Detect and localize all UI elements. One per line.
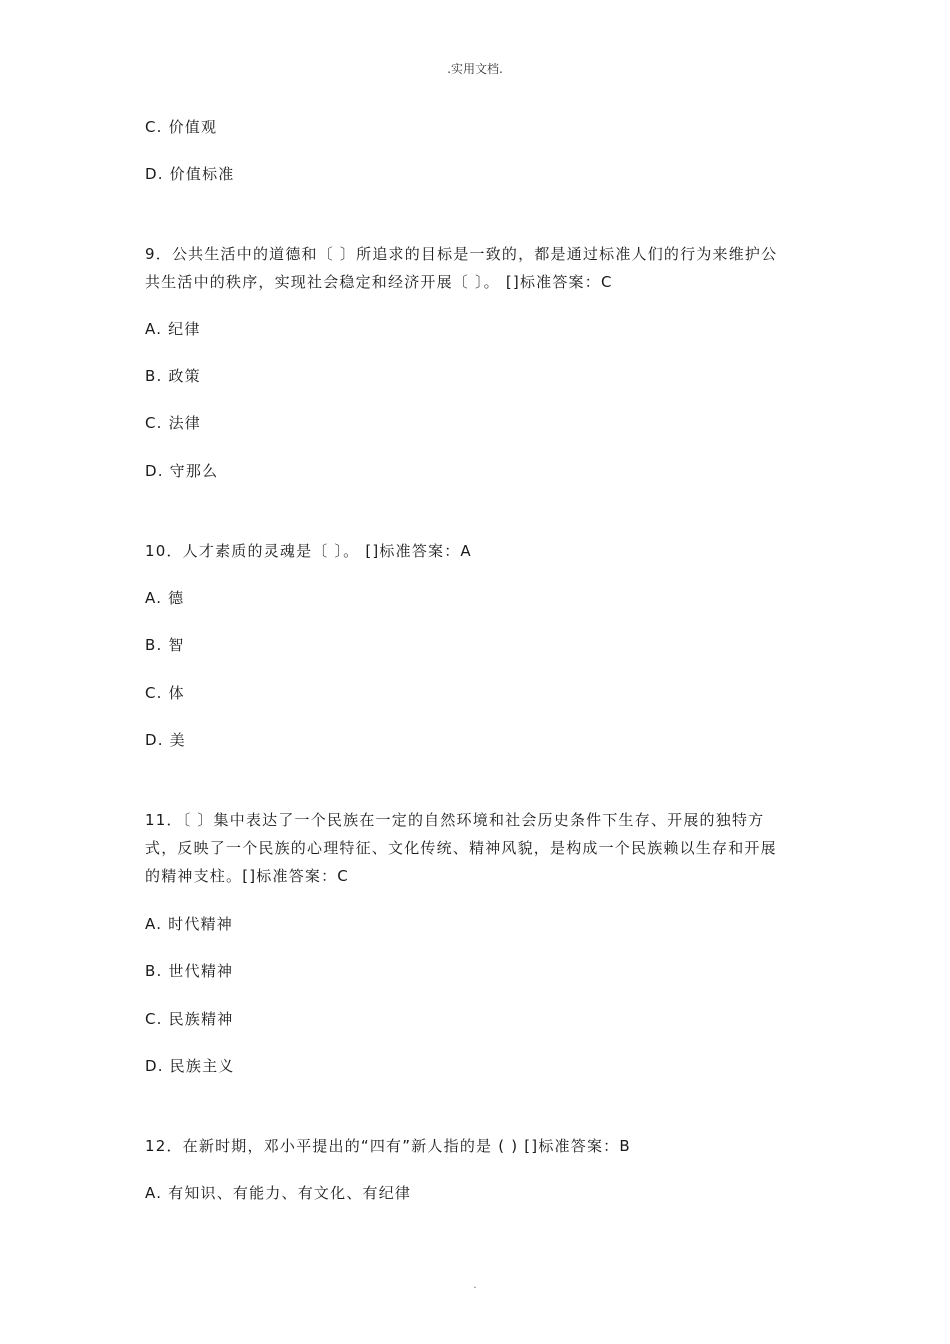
question-10: 10．人才素质的灵魂是〔 〕。 []标准答案：A bbox=[145, 542, 472, 560]
page-header: .实用文档. bbox=[447, 62, 503, 76]
question-9-line-1: 9．公共生活中的道德和〔 〕所追求的目标是一致的，都是通过标准人们的行为来维护公 bbox=[145, 245, 778, 263]
page-footer: . bbox=[473, 1280, 477, 1291]
option-c-q9: C. 法律 bbox=[145, 414, 202, 432]
question-11-line-3: 的精神支柱。[]标准答案：C bbox=[145, 867, 349, 885]
option-c-q11: C. 民族精神 bbox=[145, 1010, 234, 1028]
option-a-q11: A. 时代精神 bbox=[145, 915, 233, 933]
option-b-q10: B. 智 bbox=[145, 636, 185, 654]
question-9-line-2: 共生活中的秩序，实现社会稳定和经济开展〔 〕。 []标准答案：C bbox=[145, 273, 613, 291]
question-12: 12．在新时期，邓小平提出的“四有”新人指的是 ( ) []标准答案：B bbox=[145, 1137, 631, 1155]
option-a-q10: A. 德 bbox=[145, 589, 185, 607]
question-11-line-2: 式，反映了一个民族的心理特征、文化传统、精神风貌，是构成一个民族赖以生存和开展 bbox=[145, 839, 777, 857]
option-b-q9: B. 政策 bbox=[145, 367, 201, 385]
option-a-q9: A. 纪律 bbox=[145, 320, 201, 338]
option-c-q8: C. 价值观 bbox=[145, 118, 218, 136]
option-c-q10: C. 体 bbox=[145, 684, 185, 702]
option-d-q10: D. 美 bbox=[145, 731, 186, 749]
option-b-q11: B. 世代精神 bbox=[145, 962, 234, 980]
option-d-q9: D. 守那么 bbox=[145, 462, 219, 480]
option-d-q11: D. 民族主义 bbox=[145, 1057, 235, 1075]
option-d-q8: D. 价值标准 bbox=[145, 165, 235, 183]
option-a-q12: A. 有知识、有能力、有文化、有纪律 bbox=[145, 1184, 412, 1202]
question-11-line-1: 11．〔 〕集中表达了一个民族在一定的自然环境和社会历史条件下生存、开展的独特方 bbox=[145, 811, 765, 829]
